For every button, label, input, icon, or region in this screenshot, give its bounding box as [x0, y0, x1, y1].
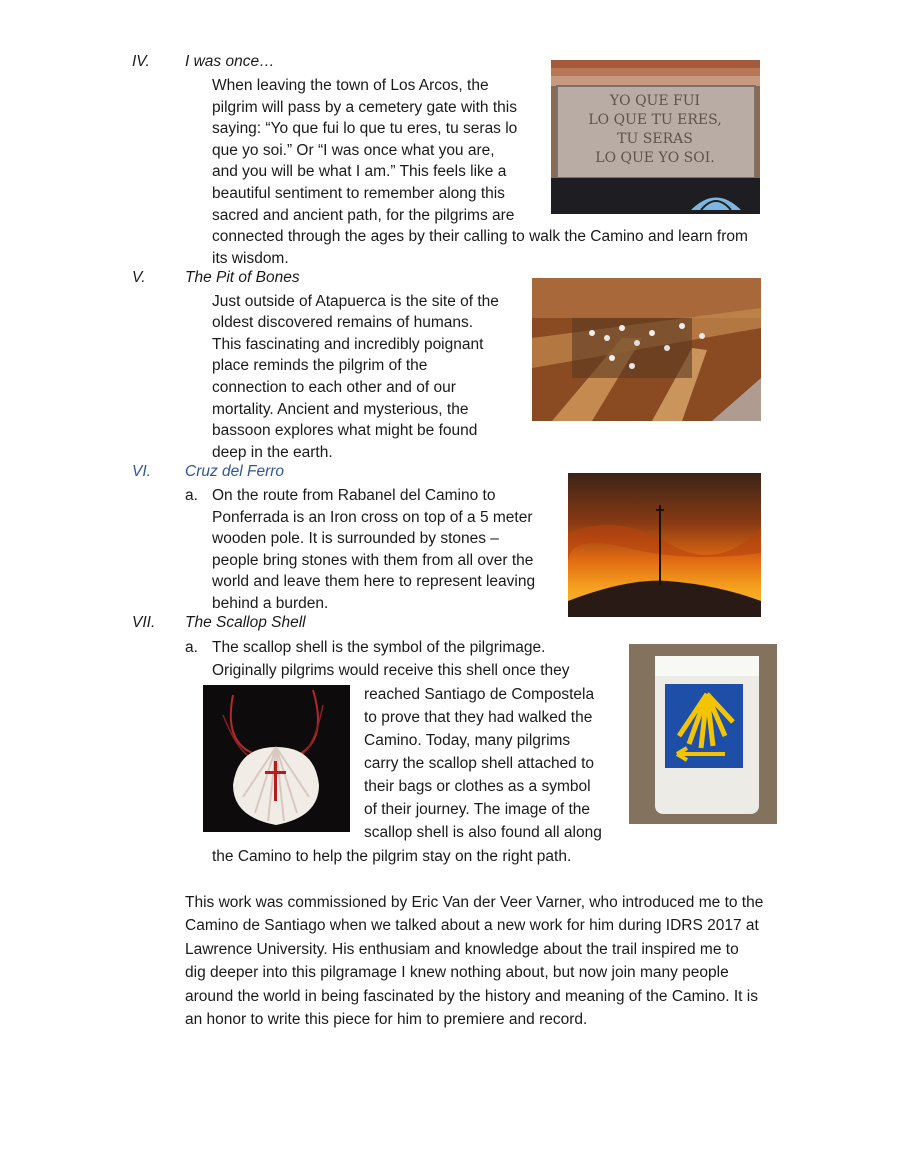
text-line: carry the scallop shell attached to — [364, 755, 595, 772]
text-line: connected through the ages by their calling to walk the Camino and learn from — [212, 228, 748, 245]
text-line: mortality. Ancient and mysterious, the — [212, 401, 469, 418]
text-line: sacred and ancient path, for the pilgrims are — [212, 207, 515, 224]
text-line: people bring stones with them from all over the — [212, 552, 534, 569]
section-5-numeral: V. — [132, 269, 146, 286]
text-line: an honor to write this piece for him to premiere and record. — [185, 1011, 588, 1028]
cemetery-gate-photo — [551, 60, 760, 214]
text-line: que yo soi.” Or “I was once what you are, — [212, 142, 495, 159]
text-line: its wisdom. — [212, 250, 289, 267]
section-7-title: The Scallop Shell — [185, 614, 306, 631]
text-line: the Camino to help the pilgrim stay on the right path. — [212, 848, 572, 865]
text-line: beautiful sentiment to remember along this — [212, 185, 505, 202]
stone-inscription-line: LO QUE TU ERES, — [588, 112, 722, 128]
text-line: reached Santiago de Compostela — [364, 686, 595, 703]
text-line: When leaving the town of Los Arcos, the — [212, 77, 489, 94]
text-line: bassoon explores what might be found — [212, 422, 478, 439]
list-marker: a. — [185, 487, 198, 504]
text-line: The scallop shell is the symbol of the pilgrimage. — [212, 639, 546, 656]
section-4-title: I was once… — [185, 53, 275, 70]
iron-cross-sunset-photo — [568, 473, 761, 617]
text-line: connection to each other and of our — [212, 379, 456, 396]
text-line: On the route from Rabanel del Camino to — [212, 487, 496, 504]
text-line: around the world in being fascinated by the history and meaning of the Camino. It is — [185, 988, 758, 1005]
text-line: This work was commissioned by Eric Van der Veer Varner, who introduced me to the — [185, 894, 764, 911]
text-line: Originally pilgrims would receive this shell once they — [212, 662, 570, 679]
text-line: wooden pole. It is surrounded by stones – — [212, 530, 499, 547]
text-line: deep in the earth. — [212, 444, 333, 461]
text-line: Camino. Today, many pilgrims — [364, 732, 571, 749]
text-line: Ponferrada is an Iron cross on top of a 5 meter — [212, 509, 533, 526]
text-line: oldest discovered remains of humans. — [212, 314, 474, 331]
text-line: their bags or clothes as a symbol — [364, 778, 591, 795]
text-line: behind a burden. — [212, 595, 329, 612]
text-line: to prove that they had walked the — [364, 709, 593, 726]
stone-inscription-line: TU SERAS — [617, 131, 693, 147]
text-line: This fascinating and incredibly poignant — [212, 336, 484, 353]
stone-inscription-line: LO QUE YO SOI. — [595, 150, 715, 166]
text-line: of their journey. The image of the — [364, 801, 591, 818]
text-line: world and leave them here to represent leaving — [212, 573, 536, 590]
text-line: scallop shell is also found all along — [364, 824, 602, 841]
text-line: saying: “Yo que fui lo que tu eres, tu seras lo — [212, 120, 518, 137]
camino-waymarker-photo — [629, 644, 777, 824]
text-line: Lawrence University. His enthusiam and knowledge about the trail inspired me to — [185, 941, 739, 958]
section-7-numeral: VII. — [132, 614, 156, 631]
text-line: Camino de Santiago when we talked about a new work for him during IDRS 2017 at — [185, 917, 759, 934]
scallop-shell-pendant-photo — [203, 685, 350, 832]
section-4-numeral: IV. — [132, 53, 150, 70]
stone-inscription-line: YO QUE FUI — [609, 93, 701, 109]
section-6-title: Cruz del Ferro — [185, 463, 285, 480]
list-marker: a. — [185, 639, 198, 656]
section-6-numeral: VI. — [132, 463, 151, 480]
text-line: Just outside of Atapuerca is the site of the — [212, 293, 499, 310]
text-line: dig deeper into this pilgramage I knew nothing about, but now join many people — [185, 964, 729, 981]
text-line: and you will be what I am.” This feels like a — [212, 163, 507, 180]
section-5-title: The Pit of Bones — [185, 269, 300, 286]
pit-of-bones-photo — [532, 278, 761, 421]
text-line: pilgrim will pass by a cemetery gate with this — [212, 99, 517, 116]
text-line: place reminds the pilgrim of the — [212, 357, 428, 374]
